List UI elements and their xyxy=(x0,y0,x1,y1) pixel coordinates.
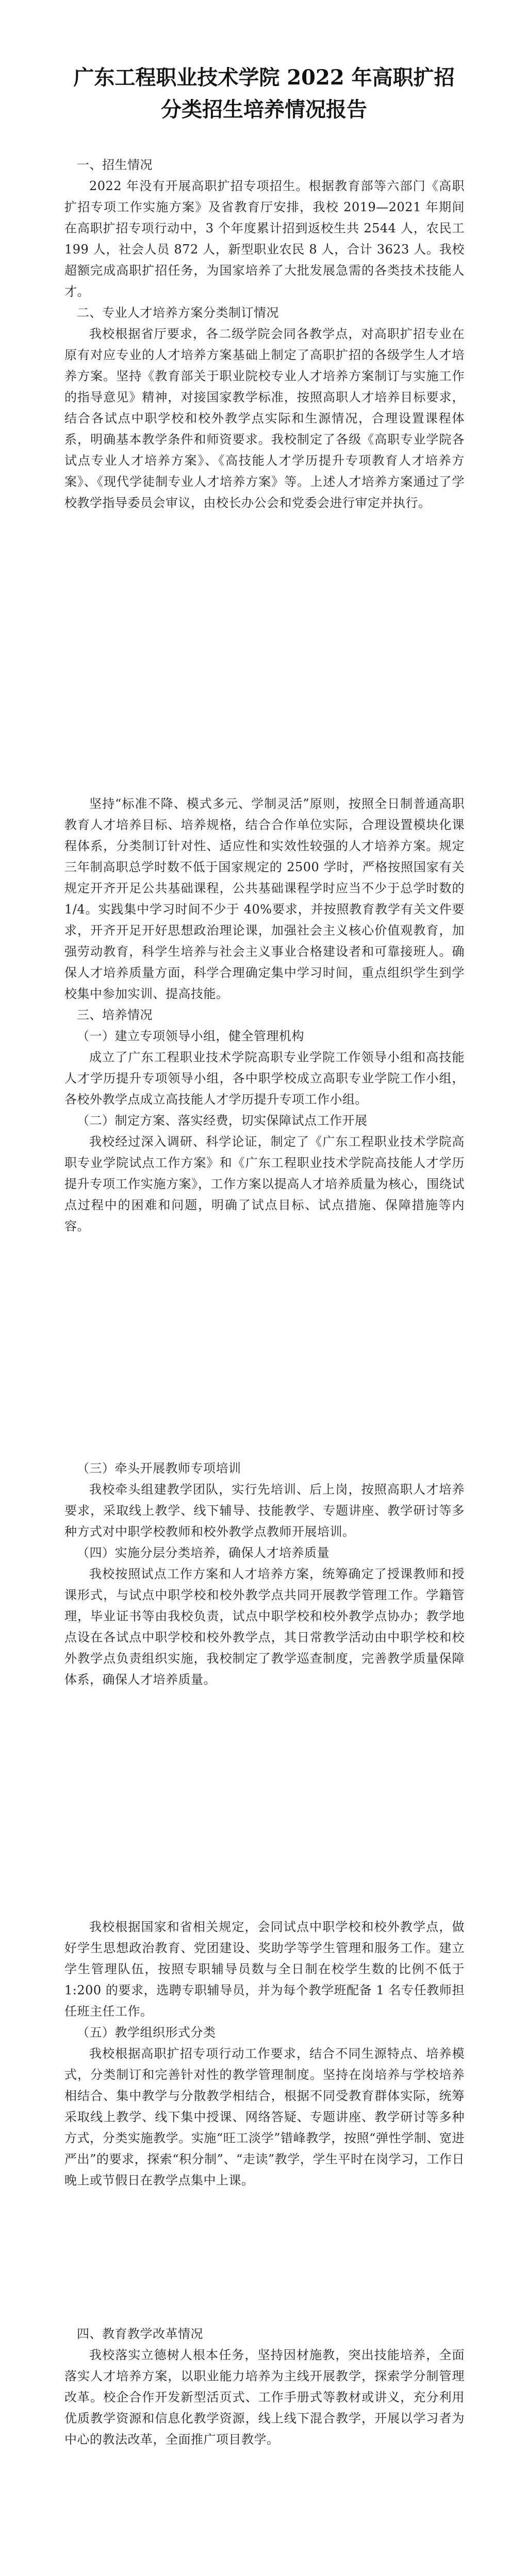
subsection-heading: （一）建立专项领导小组，健全管理机构 xyxy=(77,1029,304,1043)
report-title-line-1: 广东工程职业技术学院 2022 年高职扩招 xyxy=(73,65,455,90)
subsection-heading: （二）制定方案、落实经费，切实保障试点工作开展 xyxy=(77,1113,368,1128)
paragraph: 我校根据高职扩招专项行动工作要求，结合不同生源特点、培养模式，分类制订和完善针对性的教学管理制度。坚持在岗培养与学校培养相结合、集中教学与分散教学相结合，根据不同受教育群体实际，统筹采取线上教学、线下集中授课、网络答疑、专题讲座、教学研讨等多种方式，分类实施教学。实施“旺工淡学”错峰教学，按照“弹性学制、宽进严出”的要求，探索“积分制”、“走读”教学，学生平时在岗学习，工作日晚上或节假日在教学点集中上课。 xyxy=(64,2046,465,2188)
paragraph: 成立了广东工程职业技术学院高职专业学院工作领导小组和高技能人才学历提升专项领导小组，各中职学校成立高职专业学院工作小组，各校外教学点成立高技能人才学历提升专项工作小组。 xyxy=(64,1050,465,1107)
paragraph: 坚持“标准不降、模式多元、学制灵活”原则，按照全日制普通高职教育人才培养目标、培养规格，结合合作单位实际，合理设置模块化课程体系，分类制订针对性、适应性和实效性较强的人才培养方案。规定三年制高职总学时数不低于国家规定的 2500 学时，严格按照国家有关规定开齐开足公共基础课程，公共基础课程学时应当不少于总学时数的 1/4。实践集中学习时间不少于 40%要求，并按照教育教学有关文件要求，开齐开足开好思想政治理论课，加强社会主义核心价值观教育，加强劳动教育，科学生培养与社会主义事业合格建设者和可靠接班人。确保人才培养质量方面，科学合理确定集中学习时间，重点组织学生到学校集中参加实训、提高技能。 xyxy=(64,796,465,1001)
paragraph: 我校根据国家和省相关规定，会同试点中职学校和校外教学点，做好学生思想政治教育、党团建设、奖助学等学生管理和服务工作。建立学生管理队伍，按照专职辅导员数与全日制在校学生数的比例不低于 1:200 的要求，选聘专职辅导员，并为每个教学班配备 1 名专任教师担任班主任工作。 xyxy=(64,1920,465,2019)
paragraph: 我校按照试点工作方案和人才培养方案，统筹确定了授课教师和授课形式，与试点中职学校和校外教学点共同开展教学管理工作。学籍管理，毕业证书等由我校负责，试点中职学校和校外教学点协办；教学地点设在各试点中职学校和校外教学点，其日常教学活动由中职学校和校外教学点负责组织实施，我校制定了教学巡查制度，完善教学质量保障体系，确保人才培养质量。 xyxy=(64,1567,465,1687)
report-title-line-2: 分类招生培养情况报告 xyxy=(161,97,367,122)
paragraph: 2022 年没有开展高职扩招专项招生。根据教育部等六部门《高职扩招专项工作实施方案》及省教育厅安排，我校 2019—2021 年期间在高职扩招专项行动中，3 个年度累计招到返校生共 2544 人，农民工 199 人，社会人员 872 人，新型职业农民 8 人，合计 3623 人。我校超额完成高职扩招任务，为国家培养了大批发展急需的各类技术技能人才。 xyxy=(64,179,465,299)
subsection-heading: （四）实施分层分类培养，确保人才培养质量 xyxy=(77,1546,329,1560)
subsection-heading: （五）教学组织形式分类 xyxy=(77,2025,216,2040)
section-heading: 三、培养情况 xyxy=(77,1008,153,1022)
section-heading: 四、教育教学改革情况 xyxy=(77,2327,203,2341)
paragraph: 我校落实立德树人根本任务，坚持因材施教，突出技能培养，全面落实人才培养方案，以职业能力培养为主线开展教学，探索学分制管理改革。校企合作开发新型活页式、工作手册式等教材或讲义，充分利用优质教学资源和信息化教学资源，线上线下混合教学，开展以学习者为中心的教法改革，全面推广项目教学。 xyxy=(64,2348,465,2447)
paragraph: 我校牵头组建教学团队，实行先培训、后上岗，按照高职人才培养要求，采取线上教学、线下辅导、技能教学、专题讲座、教学研讨等多种方式对中职学校教师和校外教学点教师开展培训。 xyxy=(64,1482,465,1539)
section-block-2 xyxy=(64,793,465,1237)
paragraph: 我校根据省厅要求，各二级学院会同各教学点，对高职扩招专业在原有对应专业的人才培养方案基础上制定了高职扩招的各级学生人才培养方案。坚持《教育部关于职业院校专业人才培养方案制订与实施工作的指导意见》精神，对接国家教学标准，按照高职人才培养目标要求，结合各试点中职学校和校外教学点实际和生源情况，合理设置课程体系，明确基本教学条件和师资要求。我校制定了各级《高职专业学院各试点专业人才培养方案》、《高技能人才学历提升专项教育人才培养方案》、《现代学徒制专业人才培养方案》等。上述人才培养方案通过了学校教学指导委员会审议，由校长办公会和党委会进行审定并执行。 xyxy=(64,327,465,510)
section-block-3 xyxy=(64,1458,465,1690)
section-block-4 xyxy=(64,1917,465,2191)
section-block-1 xyxy=(64,155,465,514)
report-title xyxy=(0,62,528,126)
subsection-heading: （三）牵头开展教师专项培训 xyxy=(77,1461,241,1476)
section-block-5 xyxy=(64,2324,465,2450)
section-heading: 一、招生情况 xyxy=(77,158,153,172)
section-heading: 二、专业人才培养方案分类制订情况 xyxy=(77,306,279,320)
paragraph: 我校经过深入调研、科学论证，制定了《广东工程职业技术学院高职专业学院试点工作方案》和《广东工程职业技术学院高技能人才学历提升专项工作实施方案》，工作方案以提高人才培养质量为核心，围绕试点过程中的困难和问题，明确了试点目标、试点措施、保障措施等内容。 xyxy=(64,1134,465,1233)
